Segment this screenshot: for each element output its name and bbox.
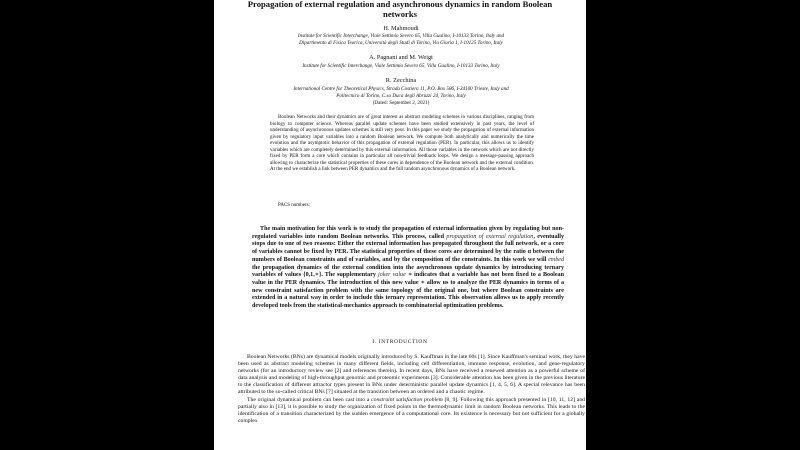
summary-text-c: the propagation dynamics of the external condition into the asynchronous update dynamics by introducing ternary variables of values {0,1,∗}. The supplementary <box>252 264 564 279</box>
summary-emphasis-embed: embed <box>548 256 564 263</box>
affiliation-3a: International Centre for Theoretical Physics, Strada Costiera 11, P.O. Box 586, I-34100 Trieste, Italy and <box>293 86 509 92</box>
introduction-body <box>238 354 585 425</box>
intro-p2-text-b: [8, 9]. Following this approach presented in [10, 11, 12] and partially also in [13], it is possible to study the organization of fixed points in the thermodynamic limit in random Boolean networks. This leads to the identification of a transition characterized by the sudden emergence of a computational core. Its existence is necessary but not sufficient for a globally complex <box>238 396 586 424</box>
intro-paragraph-2 <box>238 397 585 425</box>
pacs-numbers: PACS numbers: <box>278 203 310 208</box>
summary-paragraph <box>252 226 564 311</box>
summary-text-b: , eventually stops due to one of two reasons: Either the external information has propagated throughout the full network, or a core of variables cannot be fixed by PER. The statistical properties of these cores are determined by the ratio α between the numbers of Boolean constraints and of variables, and by the composition of the constraints. In this work we will <box>252 233 564 263</box>
intro-paragraph-1: Boolean Networks (BNs) are dynamical models originally introduced by S. Kauffman in the late 60s [1]. Since Kauffman's seminal work, they have been used as abstract modeling schemes in many different fields, including cell differentiation, immune response, evolution, and gene-regulatory networks (for an introductory review see [2] and references therein). In recent days, BNs have received a renewed attention as a powerful scheme of data analysis and modeling of high-throughput genomic and proteomic experiments [3]. Considerable attention has been given in the previous literature to the classification of different attractor types present in BNs under deterministic parallel update dynamics [1, 4, 5, 6]. A special relevance has been attributed to the so-called critical BNs [7] situated at the transition between an ordered and a chaotic regime. <box>238 354 585 396</box>
affiliation-1a: Institute for Scientific Interchange, Viale Settimio Severo 65, Villa Gualino, I-10133 Torino, Italy and <box>297 33 505 39</box>
paper-page <box>214 0 586 450</box>
summary-text-a: The main motivation for this work is to study the propagation of external information given by regulating but non-regulated variables into random Boolean networks. This process, called <box>252 226 564 240</box>
summary-text-d: ∗ indicates that a variable has not been fixed to a Boolean value in the PER dynamics. The introduction of this new value ∗ allow us to analyze the PER dynamics in terms of a new constraint satisfaction problem with the same topology of the original one, but where Boolean constraints are extended in a natural way in order to include this ternary representation. This observation allows us to apply recently developed tools from the statistical-mechanics approach to combinatorial optimization problems. <box>252 272 564 310</box>
abstract <box>270 114 534 173</box>
section-heading-introduction: I. INTRODUCTION <box>372 339 428 345</box>
author-1: H. Mahmoudi <box>383 25 419 32</box>
affiliation-1b: Dipartimento di Fisica Teorica, Università degli Studi di Torino, Via Giuria 1, I-10125 Torino, Italy <box>299 40 503 46</box>
affiliation-2: Institute for Scientific Interchange, Viale Settimio Severo 65, Villa Gualino, I-10133 Torino, Italy <box>302 63 500 69</box>
date-line: (Dated: September 2, 2021) <box>372 100 430 106</box>
affiliation-3b: Politecnico di Torino, C.so Duca degli Abruzzi 24, Torino, Italy <box>336 93 466 99</box>
intro-p2-emphasis: constraint satisfaction problem <box>371 396 443 403</box>
abstract-text: Boolean Networks and their dynamics are of great interest as abstract modeling schemes in various disciplines, ranging from biology to computer science. Whereas parallel update schemes have been studied extensively in past years, the level of understanding of asynchronous updates schemes is still very poor. In this paper we study the propagation of external information given by regulatory input variables into a random Boolean network. We compute both analytically and numerically the time evolution and the asymptotic behavior of this propagation of external regulation (PER). In particular, this allows us to identify variables which are completely determined by this external information. All those variables in the network which are not directly fixed by PER form a core which contains in particular all non-trivial feedback loops. We design a message-passing approach allowing to characterize the statistical properties of these cores in dependence of the Boolean network and the external condition. At the end we establish a link between PER dynamics and the full random asynchronous dynamics of a Boolean network. <box>270 114 534 173</box>
author-2: A. Pagnani and M. Weigt <box>369 54 433 61</box>
intro-p2-text-a: The original dynamical problem can been cast into a <box>247 396 370 403</box>
author-3: R. Zecchina <box>385 77 417 84</box>
paper-title: Propagation of external regulation and asynchronous dynamics in random Boolean networks <box>247 0 553 19</box>
summary-emphasis-joker: joker value <box>378 272 406 279</box>
summary-emphasis-per: propagation of external regulation <box>446 233 534 240</box>
